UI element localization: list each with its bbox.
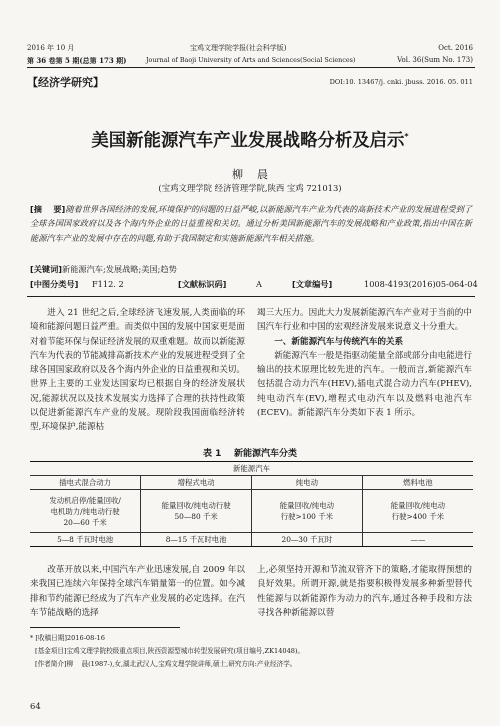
doc-code-value: A	[256, 279, 262, 289]
clc-label: [中图分类号]	[30, 279, 79, 289]
table-row	[30, 533, 473, 547]
intro-paragraph-continued: 竭三大压力。因此大力发展新能源汽车产业对于当前的中国汽车行业和中国的宏观经济发展来说意义十分重大。	[257, 308, 472, 333]
table-caption: 表 1 新能源汽车分类	[203, 449, 297, 459]
keywords	[30, 262, 472, 276]
author-name: 柳 晨	[232, 168, 268, 181]
intro-paragraph: 进入 21 世纪之后,全球经济飞速发展,人类面临的环境和能源问题日益严重。而类似中国的发展中国家更是面对着节能环保与保证经济发展的双重难题。故而以新能源汽车为代表的节能减排高新技术产业的发展进程受到了全球各国国家政府以及各个海内外企业的日益重视和关切。世界上主要的工业发达国家均已根据自身的经济发展状况,能源状况以及技术发展实力选择了合理的扶持性政策以促进新能源汽车产业的发展。现阶段我国面临经济转型,环境保护,能源枯	[30, 308, 245, 433]
header-date-en: Oct. 2016	[438, 44, 473, 52]
table-cell	[252, 490, 363, 533]
table-group-row	[30, 462, 473, 476]
header-date-cn: 2016 年 10 月	[27, 44, 75, 52]
table-cell	[141, 490, 252, 533]
table-col-header: 燃料电池	[362, 476, 473, 490]
footnote-received	[30, 632, 105, 644]
table-cell: ——	[362, 533, 473, 547]
abstract	[30, 202, 472, 245]
header-issue-cn: 第 36 卷第 5 期(总第 173 期)	[27, 56, 127, 65]
lower-left-column	[30, 563, 245, 620]
table-group-header: 新能源汽车	[30, 462, 473, 476]
affiliation: (宝鸡文理学院 经济管理学院,陕西 宝鸡 721013)	[158, 183, 342, 193]
section-tag: 【经济学研究】	[27, 76, 104, 89]
footnote-mark: *	[30, 634, 34, 642]
footnote-author: [作者简介]柳 晨(1987-),女,湖北武汉人,宝鸡文理学院讲师,硕士,研究方向:产业经济学。	[35, 660, 297, 668]
table-cell	[362, 490, 473, 533]
table-cell-line: 能量回收/纯电动	[279, 501, 334, 510]
table-cell-line: 20—60 千米	[63, 517, 107, 527]
section-heading: 一、新能源汽车与传统汽车的关系	[274, 336, 404, 347]
article-id-value: 1008-4193(2016)05-064-04	[364, 279, 478, 289]
table-cell-line: 行驶>400 千米	[391, 512, 444, 521]
header-volume-en: Vol. 36(Sum No. 173)	[397, 56, 473, 64]
section-paragraph: 新能源汽车一般是指驱动能量全部或部分由电能进行输出的技术原理比较先进的汽车。一般而言,新能源汽车包括混合动力汽车(HEV),插电式混合动力汽车(PHEV),纯电动汽车(EV),增程式电动汽车以及燃料电池汽车(ECEV)。新能源汽车分类如下表 1 所示。	[257, 350, 472, 419]
table-cell-line: 能量回收/纯电动行驶	[161, 501, 231, 510]
table-col-header: 增程式电动	[141, 476, 252, 490]
page-number: 64	[30, 701, 41, 711]
title-footnote-mark: *	[404, 132, 409, 142]
clc-value: F112. 2	[92, 279, 124, 289]
article-id-label: [文章编号]	[292, 279, 333, 289]
keywords-text: 新能源汽车;发展战略;美国;趋势	[62, 264, 177, 274]
abstract-rule	[27, 296, 475, 297]
header-rule	[27, 67, 475, 68]
abstract-label: [摘 要]	[30, 204, 66, 214]
received-date: [收稿日期]2016-08-16	[35, 634, 105, 642]
classification-line	[30, 277, 478, 291]
table-col-header: 插电式混合动力	[30, 476, 141, 490]
table-cell-line: 行驶>100 千米	[280, 512, 333, 521]
body-right-column	[257, 306, 472, 420]
table-cell-line: 50—80 千米	[174, 512, 218, 521]
table-header-row	[30, 476, 473, 490]
footnote-fund: [基金项目]宝鸡文理学院校级重点项目,陕西资源型城市转型发展研究(项目编号,ZK14048)。	[35, 647, 305, 655]
table-cell: 5—8 千瓦时电池	[30, 533, 141, 547]
table-cell	[30, 490, 141, 533]
article-title	[0, 126, 500, 151]
keywords-label: [关键词]	[30, 264, 63, 274]
table-cell: 20—30 千瓦时	[252, 533, 363, 547]
footnote-rule	[30, 627, 180, 628]
lower-left-paragraph: 改革开放以来,中国汽车产业迅速发展,自 2009 年以来我国已连续六年保持全球汽车销量第一的位置。如今减排和节约能源已经成为了汽车产业发展的必定选择。在汽车节能战略的选择	[30, 565, 245, 618]
doc-code-label: [文献标识码]	[178, 279, 227, 289]
lower-right-paragraph: 上,必须坚持开源和节流双管齐下的策略,才能取得预想的良好效果。所谓开源,就是指要积极得发展多种新型替代性能源与以新能源作为动力的汽车,通过各种手段和方法寻找各种新能源以替	[257, 565, 472, 618]
article-title-text: 美国新能源汽车产业发展战略分析及启示	[91, 131, 405, 151]
doi: DOI:10. 13467/j. cnki. jbuss. 2016. 05. 011	[329, 78, 473, 86]
classification-table	[30, 461, 473, 547]
table-cell-line: 能量回收/纯电动	[390, 501, 445, 510]
abstract-text: 随着世界各国经济的发展,环境保护的问题的日益严峻,以新能源汽车产业为代表的高新技术产业的发展进程受到了全球各国国家政府以及各个海内外企业的日益重视和关切。通过分析美国新能源汽车的发展战略和产业政策,指出中国在新能源汽车产业的发展中存在的问题,有助于我国制定和实施新能源汽车相关措施。	[30, 204, 472, 243]
table-row	[30, 490, 473, 533]
lower-right-column	[257, 563, 472, 620]
body-left-column	[30, 306, 245, 435]
header-journal-en: Journal of Baoji University of Arts and Sciences(Social Sciences)	[146, 56, 356, 64]
table-cell: 8—15 千瓦时电池	[141, 533, 252, 547]
table-cell-line: 发动机启停/能量回收/电机助力/纯电动行驶	[49, 495, 121, 516]
header-journal-cn: 宝鸡文理学院学报(社会科学版)	[190, 44, 287, 52]
table-col-header: 纯电动	[252, 476, 363, 490]
